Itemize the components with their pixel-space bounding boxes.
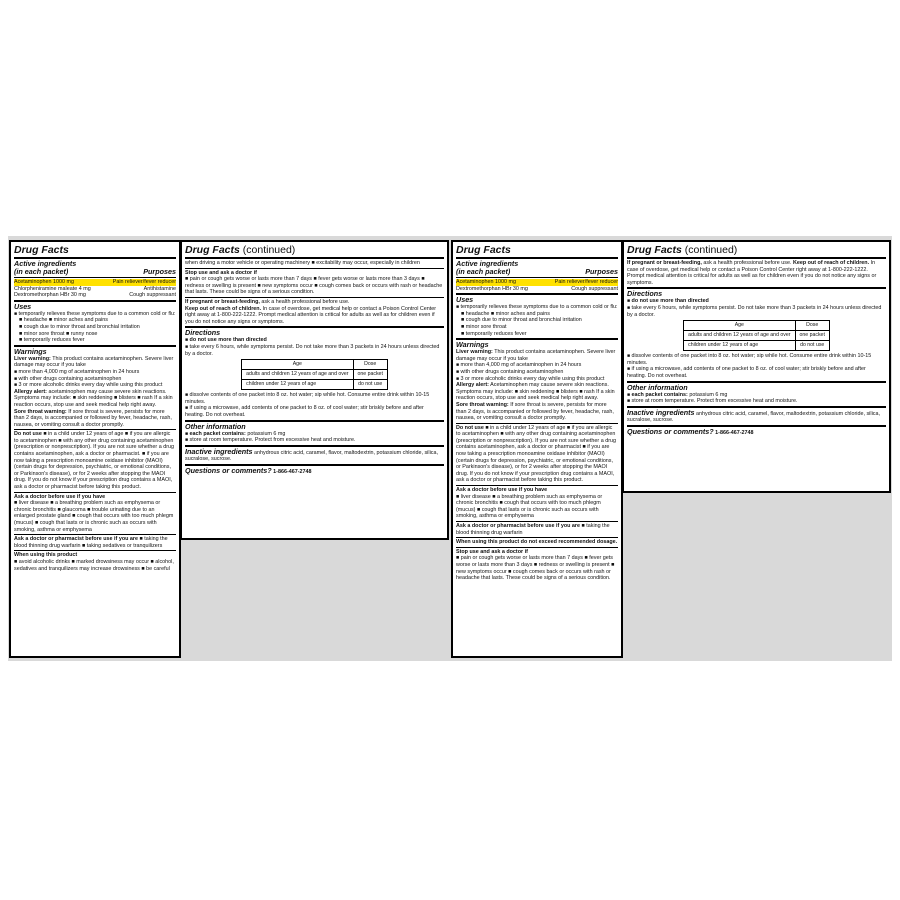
active-ingredients-header: Active ingredients (in each packet) Purposes xyxy=(14,259,176,276)
ingredient-row: Dextromethorphan HBr 30 mg Cough suppressant xyxy=(14,292,176,299)
pregnancy-section: If pregnant or breast-feeding, ask a health professional before use. Keep out of reach of children. In case of overdose, get medical help or contact a Poison Control Center right away at 1-800-222-1222. Prompt medical attention is critical for adults as well as for children even if you do not notice any signs or symptoms. xyxy=(627,260,877,286)
ingredient-row: Acetaminophen 1000 mg Pain reliever/fever reducer xyxy=(456,279,618,285)
panel-title: Drug Facts (continued) xyxy=(627,244,886,259)
questions-section: Questions or comments? 1-866-467-2748 xyxy=(627,425,886,437)
drug-facts-panel-4 xyxy=(623,240,891,493)
drug-facts-panel-2: Drug Facts (continued) when driving a motor vehicle or operating machinery ■ excitability may occur, especially in children Stop use and ask a doctor if ■ pain or cough gets worse or lasts more than 7 days ■ fever gets worse or lasts more than 3 days ■ redness or swelling is present ■ new symptoms occur ■ cough comes back or occurs with rash or headache that lasts. These could be signs of a serious condition. If pregnant or breast-feeding, ask a health professional before use. Keep out of reach of children. In case of overdose, get medical help or contact a Poison Control Center right away at 1-800-222-1222. Prompt medical attention is critical for adults as well as for children even if you do not notice any signs or symptoms. Directions ■ do not use more than directed ■ take every 6 hours, while symptoms persist. Do not take more than 3 packets in 24 hours unless directed by a doctor. Age Dose adults and children 12 years of age and over one packet children under 12 years of age do not use ■ dissolve contents of one packet into 8 oz. hot water; sip while hot. Consume entire drink within 10-15 minutes. ■ if using a microwave, add contents of one packet to 8 oz. of cool water; stir briskly before and after heating. Do not overheat. Other information ■ each packet contains: potassium 6 mg ■ store at room temperature. Protect from excessive heat and moisture. Inactive ingredients anhydrous citric acid, caramel, flavor, maltodextrin, potassium chloride, silica, sucralose, sucrose. Questions or comments? 1-866-467-2748 xyxy=(181,240,449,540)
directions-section: Directions ■ do not use more than directed ■ take every 6 hours, while symptoms persist. Do not take more than 3 packets in 24 hours unless directed by a doctor. Age Dose adults and children 12 years of age and over one packet children under 12 years of age do not use ■ dissolve contents of one packet into 8 oz. hot water; sip while hot. Consume entire drink within 10-15 minutes. ■ if using a microwave, add contents of one packet to 8 oz. of cool water; stir briskly before and after heating. Do not overheat. xyxy=(185,326,444,418)
other-information-section: Other information ■ each packet contains: potassium 6 mg ■ store at room temperature. Protect from excessive heat and moisture. xyxy=(627,381,886,405)
pregnancy-section: If pregnant or breast-feeding, ask a health professional before use. Keep out of reach of children. In case of overdose, get medical help or contact a Poison Control Center right away at 1-800-222-1222. Prompt medical attention is critical for adults as well as for children even if you do not notice any signs or symptoms. xyxy=(185,297,444,325)
drug-facts-panel-1 xyxy=(9,240,181,658)
warnings-section: Warnings Liver warning: This product contains acetaminophen. Severe liver damage may occur if you take ■ more than 4,000 mg of acetaminophen in 24 hours ■ with other drugs containing acetaminophen ■ 3 or more alcoholic drinks every day while using this product Allergy alert: acetaminophen may cause severe skin reactions. Symptoms may include: ■ skin reddening ■ blisters ■ rash If a skin reaction occurs, stop use and seek medical help right away. Sore throat warning: If sore throat is severe, persists for more than 2 days, is accompanied or followed by fever, headache, rash, nausea, or vomiting consult a doctor promptly. Do not use ■ in a child under 12 years of age ■ if you are allergic to acetaminophen ■ with any other drug containing acetaminophen (prescription or nonprescription). If you are not sure whether a drug contains acetaminophen, ask a doctor or pharmacist. ■ if you are now taking a prescription monoamine oxidase inhibitor (MAOI) (certain drugs for depression, psychiatric, or emotional conditions, or Parkinson's disease), or for 2 weeks after stopping the MAOI drug. If you do not know if your prescription drug contains a MAOI, ask a doctor or pharmacist before taking this product. Ask a doctor before use if you have ■ liver disease ■ a breathing problem such as emphysema or chronic bronchitis ■ glaucoma ■ trouble urinating due to an enlarged prostate gland ■ cough that occurs with too much phlegm (mucus) ■ cough that lasts or is chronic such as occurs with smoking, asthma or emphysema Ask a doctor or pharmacist before use if you are ■ taking the blood thinning drug warfarin ■ taking sedatives or tranquilizers When using this product ■ avoid alcoholic drinks ■ marked drowsiness may occur ■ alcohol, sedatives and tranquilizers may increase drowsiness ■ be careful xyxy=(14,346,175,572)
panel-title: Drug Facts xyxy=(14,244,176,259)
table-row: adults and children 12 years of age and over one packet xyxy=(242,370,388,380)
panel-title: Drug Facts (continued) xyxy=(185,244,444,259)
warnings-section: Warnings Liver warning: This product contains acetaminophen. Severe liver damage may occur if you take ■ more than 4,000 mg of acetaminophen in 24 hours ■ with other drugs containing acetaminophen ■ 3 or more alcoholic drinks every day while using this product Allergy alert: Acetaminophen may cause severe skin reactions. Symptoms may include: ■ skin reddening ■ blisters ■ rash If a skin reaction occurs, stop use and seek medical help right away. Sore throat warning: If sore throat is severe, persists for more than 2 days, is accompanied or followed by fever, headache, rash, nausea, or vomiting consult a doctor promptly. Do not use ■ in a child under 12 years of age ■ if you are allergic to acetaminophen ■ with any other drug containing acetaminophen (prescription or nonprescription). If you are not sure whether a drug contains acetaminophen, ask a doctor or pharmacist ■ if you are now taking a prescription monoamine oxidase inhibitor (MAOI) (certain drugs for depression, psychiatric, or emotional conditions, or Parkinson's disease), or for 2 weeks after stopping the MAOI drug. If you do not know if your prescription drug contains a MAOI, ask a doctor or pharmacist before taking this product. Ask a doctor before use if you have ■ liver disease ■ a breathing problem such as emphysema or chronic bronchitis ■ cough that occurs with too much phlegm (mucus) ■ cough that lasts or is chronic such as occurs with smoking, asthma or emphysema Ask a doctor or pharmacist before use if you are ■ taking the blood thinning drug warfarin When using this product do not exceed recommended dosage. Stop use and ask a doctor if ■ pain or cough gets worse or lasts more than 7 days ■ fever gets worse or lasts more than 3 days ■ redness or swelling is present ■ new symptoms occur ■ cough comes back or occurs with rash or headache that lasts. These could be signs of a serious condition. xyxy=(456,340,618,582)
other-information-section: Other information ■ each packet contains: potassium 6 mg ■ store at room temperature. Protect from excessive heat and moisture. xyxy=(185,420,444,444)
drug-facts-panel-3 xyxy=(451,240,623,658)
panel-title: Drug Facts xyxy=(456,244,618,259)
ingredients-list xyxy=(456,277,618,292)
directions-section: Directions ■ do not use more than directed ■ take every 6 hours, while symptoms persist. Do not take more than 3 packets in 24 hours unless directed by a doctor. Age Dose adults and children 12 years of age and over one packet children under 12 years of age do not use ■ dissolve contents of one packet into 8 oz. hot water; sip while hot. Consume entire drink within 10-15 minutes. ■ if using a microwave, add contents of one packet to 8 oz. of cool water; stir briskly before and after heating. Do not overheat. xyxy=(627,287,886,379)
ingredients-list xyxy=(14,277,176,299)
table-row: children under 12 years of age do not use xyxy=(242,380,388,390)
stop-use-section: Stop use and ask a doctor if ■ pain or cough gets worse or lasts more than 7 days ■ fever gets worse or lasts more than 3 days ■ redness or swelling is present ■ new symptoms occur ■ cough comes back or occurs with rash or headache that lasts. These could be signs of a serious condition. xyxy=(185,269,443,296)
ingredient-row: Dextromethorphan HBr 30 mg Cough suppressant xyxy=(456,285,618,292)
ingredient-row: Chlorpheniramine maleate 4 mg Antihistamine xyxy=(14,285,176,292)
uses-section: Uses ■ temporarily relieves these symptoms due to a common cold or flu: ■ headache ■ minor aches and pains ■ cough due to minor throat and bronchial irritation ■ minor sore throat ■ runny nose ■ temporarily reduces fever xyxy=(14,301,176,344)
table-row: children under 12 years of age do not use xyxy=(684,341,830,351)
uses-section: Uses ■ temporarily relieves these symptoms due to a common cold or flu: ■ headache ■ minor aches and pains ■ cough due to minor throat and bronchial irritation ■ minor sore throat ■ temporarily reduces fever xyxy=(456,295,618,337)
inactive-ingredients-section: Inactive ingredients anhydrous citric acid, caramel, flavor, maltodextrin, potassium chloride, silica, sucralose, sucrose. xyxy=(185,445,444,463)
dosage-table: Age Dose adults and children 12 years of age and over one packet children under 12 years of age do not use xyxy=(683,320,830,351)
ingredient-row: Acetaminophen 1000 mg Pain reliever/fever reducer xyxy=(14,279,176,285)
questions-section: Questions or comments? 1-866-467-2748 xyxy=(185,464,444,476)
dosage-table: Age Dose adults and children 12 years of age and over one packet children under 12 years of age do not use xyxy=(241,359,388,390)
table-row: adults and children 12 years of age and over one packet xyxy=(684,331,830,341)
active-ingredients-header: Active ingredients (in each packet) Purposes xyxy=(456,259,618,276)
inactive-ingredients-section: Inactive ingredients anhydrous citric acid, caramel, flavor, maltodextrin, potassium chloride, silica, sucralose, sucrose. xyxy=(627,406,886,424)
